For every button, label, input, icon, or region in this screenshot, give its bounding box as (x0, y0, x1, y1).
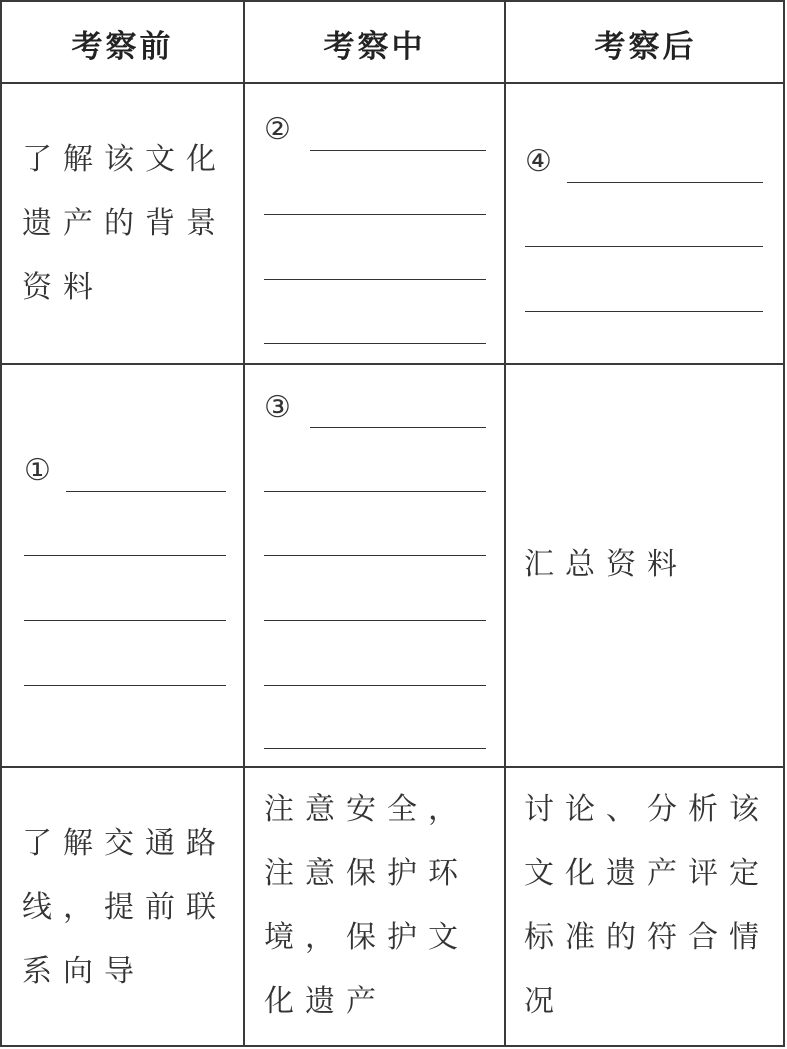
answer-blank[interactable] (66, 491, 226, 492)
answer-blank[interactable] (567, 182, 763, 183)
answer-blank[interactable] (264, 685, 486, 686)
row3-before-text: 了解交通路线，提前联系向导 (22, 826, 227, 989)
answer-blank[interactable] (264, 555, 486, 556)
row2-before-number: ① (24, 453, 51, 488)
answer-blank[interactable] (310, 427, 486, 428)
answer-blank[interactable] (310, 150, 486, 151)
answer-blank[interactable] (264, 279, 486, 280)
row1-before-text: 了解该文化遗产的背景资料 (22, 142, 227, 305)
header-before: 考察前 (71, 28, 174, 65)
column-divider (243, 2, 245, 1045)
answer-blank[interactable] (525, 246, 763, 247)
row-divider (2, 766, 783, 768)
answer-blank[interactable] (264, 214, 486, 215)
header-after: 考察后 (594, 28, 697, 65)
row-divider (2, 363, 783, 365)
row1-after-number: ④ (525, 144, 552, 179)
answer-blank[interactable] (24, 555, 226, 556)
row3-after-text: 讨论、分析该文化遗产评定标准的符合情况 (524, 792, 770, 1019)
row3-during-text: 注意安全，注意保护环境，保护文化遗产 (264, 792, 469, 1019)
row2-during-number: ③ (264, 390, 291, 425)
answer-blank[interactable] (264, 620, 486, 621)
answer-blank[interactable] (264, 343, 486, 344)
answer-blank[interactable] (264, 491, 486, 492)
row2-after-text: 汇总资料 (524, 547, 688, 582)
answer-blank[interactable] (24, 620, 226, 621)
row1-during-number: ② (264, 112, 291, 147)
answer-blank[interactable] (264, 748, 486, 749)
header-during: 考察中 (323, 28, 426, 65)
answer-blank[interactable] (525, 311, 763, 312)
column-divider (504, 2, 506, 1045)
answer-blank[interactable] (24, 685, 226, 686)
